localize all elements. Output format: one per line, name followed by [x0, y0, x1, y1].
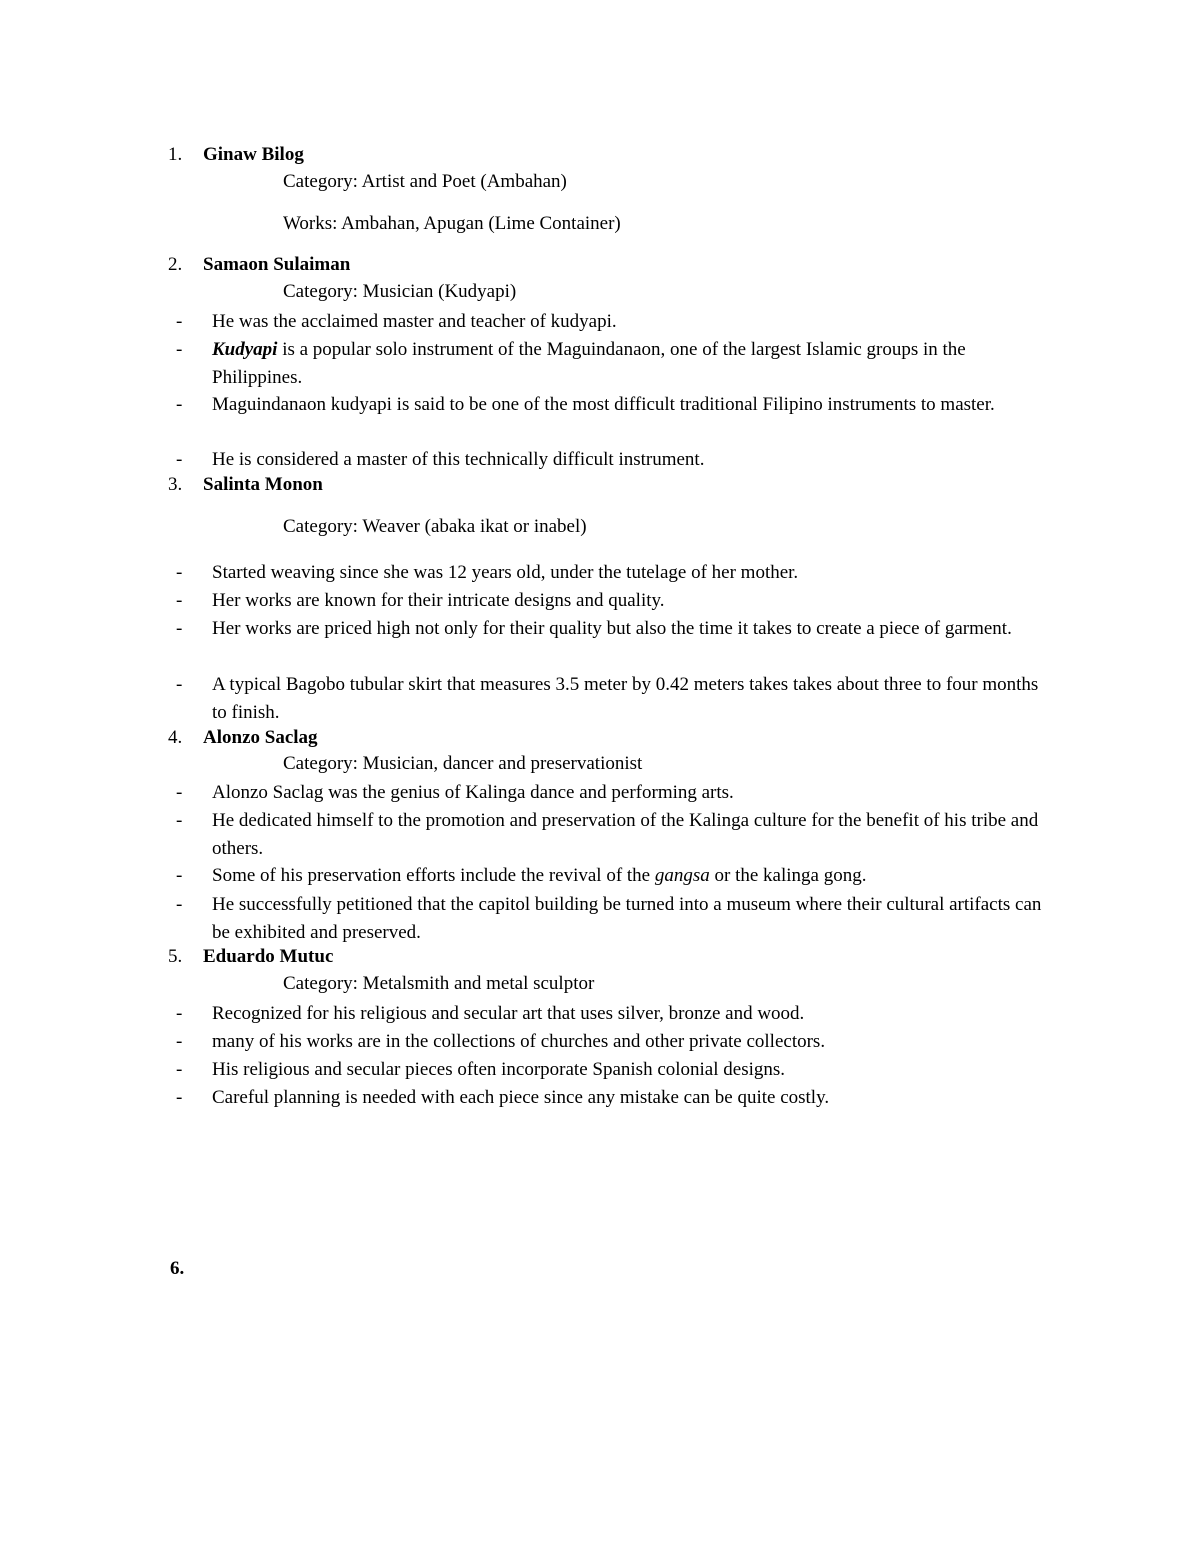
bullet-text: He is considered a master of this technically difficult instrument. [212, 449, 705, 470]
bullet-item [176, 587, 1056, 615]
entry-heading [168, 474, 323, 496]
bullet-item [176, 862, 1056, 890]
bullet-dash: - [176, 394, 183, 415]
entry-heading [168, 144, 304, 166]
entry-name: Ginaw Bilog [203, 144, 304, 165]
bullet-text: Maguindanaon kudyapi is said to be one of the most difficult traditional Filipino instruments to master. [212, 394, 995, 415]
entry-category: Category: Musician (Kudyapi) [283, 281, 517, 302]
entry-number: 1. [168, 144, 183, 165]
bullet-dash: - [176, 339, 183, 360]
bullet-text: A typical Bagobo tubular skirt that measures 3.5 meter by 0.42 meters takes takes about three to four months to finish. [212, 674, 1039, 723]
bullet-dash: - [176, 1031, 183, 1052]
bullet-item [176, 391, 1056, 419]
bullet-item [176, 779, 1056, 807]
entry-number: 2. [168, 254, 183, 275]
entry-category: Category: Metalsmith and metal sculptor [283, 973, 595, 994]
bullet-dash: - [176, 562, 183, 583]
bullet-item [176, 671, 1056, 726]
entry-heading [168, 946, 333, 968]
entry-name: Salinta Monon [203, 474, 323, 495]
entry-name: Eduardo Mutuc [203, 946, 334, 967]
emphasized-term: Kudyapi [212, 339, 278, 360]
bullet-item [176, 615, 1056, 643]
bullet-text: Her works are known for their intricate designs and quality. [212, 590, 665, 611]
bullet-text: He dedicated himself to the promotion and preservation of the Kalinga culture for the benefit of his tribe and others. [212, 810, 1039, 859]
bullet-item [176, 891, 1056, 946]
entry-number: 3. [168, 474, 183, 495]
bullet-text: He was the acclaimed master and teacher of kudyapi. [212, 311, 617, 332]
entry-category: Category: Weaver (abaka ikat or inabel) [283, 516, 587, 537]
bullet-dash: - [176, 1087, 183, 1108]
bullet-item [176, 336, 1056, 391]
bullet-text: He successfully petitioned that the capitol building be turned into a museum where their cultural artifacts can be exhibited and preserved. [212, 894, 1042, 943]
bullet-text: His religious and secular pieces often incorporate Spanish colonial designs. [212, 1059, 786, 1080]
entry-number: 4. [168, 727, 183, 748]
bullet-text: Started weaving since she was 12 years old, under the tutelage of her mother. [212, 562, 799, 583]
entry-heading [168, 727, 318, 749]
bullet-text: Careful planning is needed with each piece since any mistake can be quite costly. [212, 1087, 830, 1108]
bullet-item [176, 1028, 1056, 1056]
bullet-dash: - [176, 810, 183, 831]
bullet-item [176, 1084, 1056, 1112]
bullet-text: Kudyapi is a popular solo instrument of the Maguindanaon, one of the largest Islamic groups in the Philippines. [212, 339, 966, 388]
bullet-dash: - [176, 449, 183, 470]
entry-number: 5. [168, 946, 183, 967]
bullet-dash: - [176, 618, 183, 639]
bullet-item [176, 559, 1056, 587]
bullet-item [176, 1000, 1056, 1028]
bullet-dash: - [176, 1059, 183, 1080]
bullet-dash: - [176, 865, 183, 886]
bullet-item [176, 807, 1056, 862]
entry-category: Category: Musician, dancer and preservationist [283, 753, 643, 774]
bullet-dash: - [176, 782, 183, 803]
entry-name: Alonzo Saclag [203, 727, 318, 748]
bullet-item [176, 308, 1056, 336]
trailing-entry-number: 6. [170, 1258, 185, 1279]
bullet-dash: - [176, 894, 183, 915]
bullet-dash: - [176, 590, 183, 611]
bullet-text: Alonzo Saclag was the genius of Kalinga dance and performing arts. [212, 782, 734, 803]
bullet-item [176, 446, 1056, 474]
entry-heading [168, 254, 350, 276]
bullet-dash: - [176, 674, 183, 695]
entry-name: Samaon Sulaiman [203, 254, 351, 275]
bullet-text: many of his works are in the collections of churches and other private collectors. [212, 1031, 826, 1052]
bullet-text: Her works are priced high not only for their quality but also the time it takes to create a piece of garment. [212, 618, 1012, 639]
entry-category: Category: Artist and Poet (Ambahan) [283, 171, 567, 192]
bullet-dash: - [176, 1003, 183, 1024]
bullet-item [176, 1056, 1056, 1084]
bullet-text: Recognized for his religious and secular art that uses silver, bronze and wood. [212, 1003, 805, 1024]
bullet-dash: - [176, 311, 183, 332]
emphasized-term: gangsa [654, 865, 710, 886]
entry-works: Works: Ambahan, Apugan (Lime Container) [283, 213, 621, 234]
bullet-text: Some of his preservation efforts include the revival of the gangsa or the kalinga gong. [212, 865, 867, 886]
